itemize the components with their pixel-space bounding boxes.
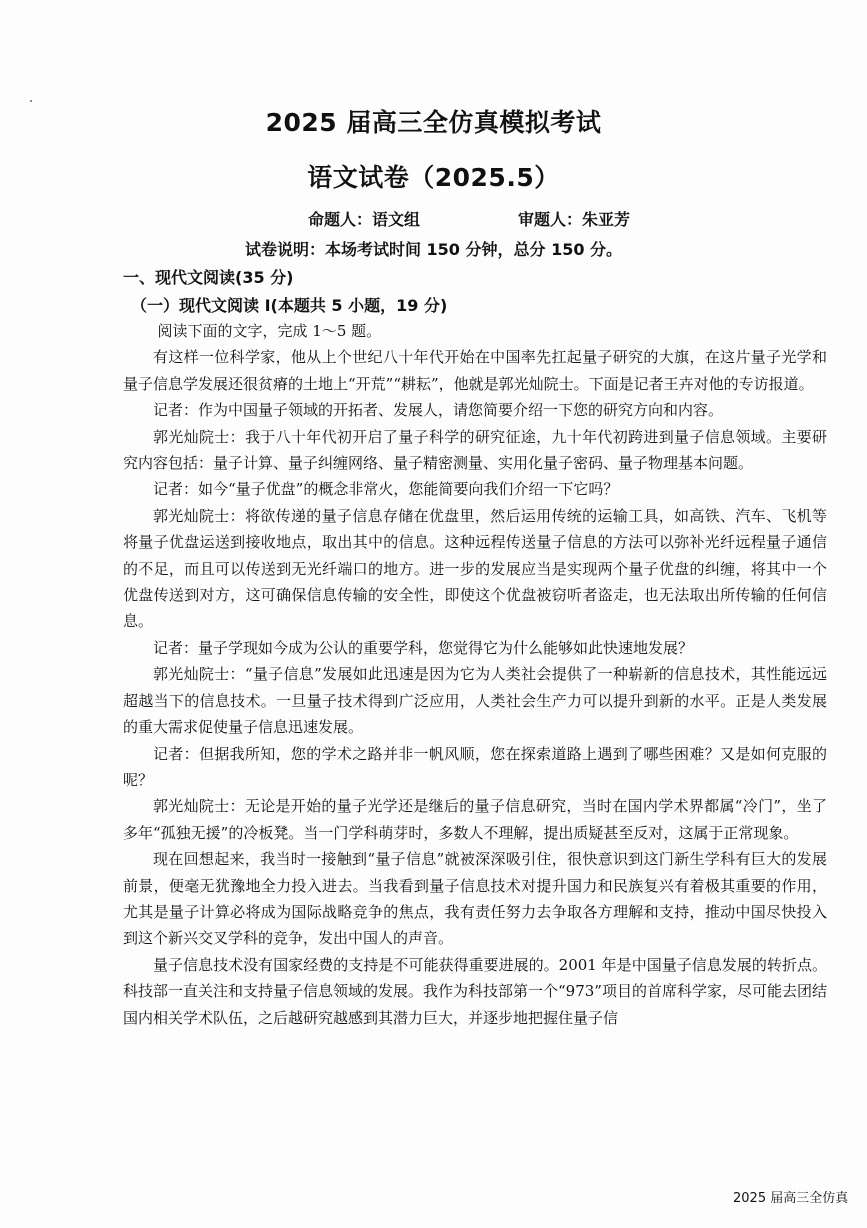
passage-paragraph: 记者：如今“量子优盘”的概念非常火，您能简要向我们介绍一下它吗？ [153, 480, 619, 499]
passage-paragraph: 郭光灿院士：无论是开始的量子光学还是继后的量子信息研究，当时在国内学术界都属“冷门”，坐了多年“孤独无援”的冷板凳。当一门学科萌芽时，多数人不理解，提出质疑甚至反对，这属于正常现象。 [123, 797, 827, 842]
instruction-paragraph: 阅读下面的文字，完成 1～5 题。 [157, 322, 382, 340]
passage-paragraph: 郭光灿院士：“量子信息”发展如此迅速是因为它为人类社会提供了一种崭新的信息技术，其性能远远超越当下的信息技术。一旦量子技术得到广泛应用，人类社会生产力可以提升到新的水平。正是人类发展的重大需求促使量子信息迅速发展。 [123, 665, 827, 737]
passage-paragraph: 量子信息技术没有国家经费的支持是不可能获得重要进展的。2001 年是中国量子信息发展的转折点。科技部一直关注和支持量子信息领域的发展。我作为科技部第一个“973”项目的首席科学家，尽可能去团结国内相关学术队伍，之后越研究越感到其潜力巨大，并逐步地把握住量子信 [123, 955, 827, 1027]
passage-paragraph: 有这样一位科学家，他从上个世纪八十年代开始在中国率先扛起量子研究的大旗，在这片量子光学和量子信息学发展还很贫瘠的土地上“开荒”“耕耘”，他就是郭光灿院士。下面是记者王卉对他的专访报道。 [123, 348, 827, 393]
passage-paragraph: 郭光灿院士：将欲传递的量子信息存储在优盘里，然后运用传统的运输工具，如高铁、汽车、飞机等将量子优盘运送到接收地点，取出其中的信息。这种远程传送量子信息的方法可以弥补光纤远程量子通信的不足，而且可以传送到无光纤端口的地方。进一步的发展应当是实现两个量子优盘的纠缠，将其中一个优盘传送到对方，这可确保信息传输的安全性，即使这个优盘被窃听者盗走，也无法取出所传输的任何信息。 [123, 506, 827, 631]
exam-description: 试卷说明：本场考试时间 150 分钟，总分 150 分。 [244, 240, 623, 259]
passage-paragraph: 记者：作为中国量子领域的开拓者、发展人，请您简要介绍一下您的研究方向和内容。 [153, 401, 724, 420]
subsection-heading: （一）现代文阅读 I(本题共 5 小题，19 分) [131, 296, 448, 315]
setter-info: 命题人：语文组 [308, 210, 421, 229]
scan-speck [30, 100, 32, 102]
exam-subtitle: 语文试卷（2025.5） [307, 163, 560, 192]
reading-passage [123, 318, 827, 1031]
passage-paragraph: 现在回想起来，我当时一接触到“量子信息”就被深深吸引住，很快意识到这门新生学科有巨大的发展前景，便毫无犹豫地全力投入进去。当我看到量子信息技术对提升国力和民族复兴有着极其重要的作用，尤其是量子计算必将成为国际战略竞争的焦点，我有责任努力去争取各方理解和支持，推动中国尽快投入到这个新兴交叉学科的竞争，发出中国人的声音。 [123, 850, 827, 948]
passage-paragraph: 记者：但据我所知，您的学术之路并非一帆风顺，您在探索道路上遇到了哪些困难？又是如何克服的呢？ [123, 744, 827, 789]
section-heading: 一、现代文阅读(35 分) [123, 268, 294, 287]
reviewer-info: 审题人：朱亚芳 [518, 210, 631, 229]
exam-title: 2025 届高三全仿真模拟考试 [265, 108, 602, 137]
passage-paragraph: 记者：量子学现如今成为公认的重要学科，您觉得它为什么能够如此快速地发展？ [153, 638, 694, 657]
page-footer: 2025 届高三全仿真 [733, 1191, 849, 1206]
passage-paragraph: 郭光灿院士：我于八十年代初开启了量子科学的研究征途，九十年代初跨进到量子信息领域。主要研究内容包括：量子计算、量子纠缠网络、量子精密测量、实用化量子密码、量子物理基本问题。 [123, 427, 827, 473]
